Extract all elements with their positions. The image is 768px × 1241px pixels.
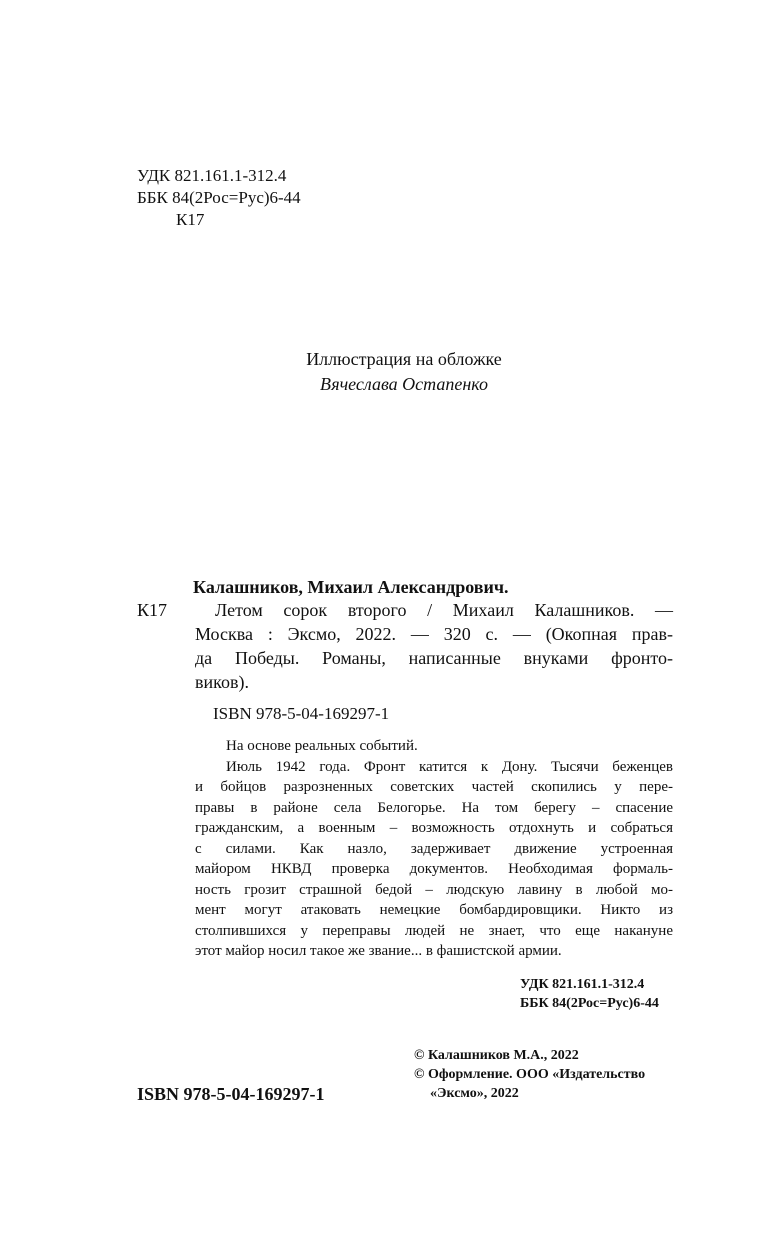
annotation-line: правы в районе села Белогорье. На том берегу – спасение (195, 799, 673, 816)
copyright-author: © Калашников М.А., 2022 (414, 1048, 579, 1063)
classification-codes (137, 165, 301, 231)
isbn-bibliographic: ISBN 978-5-04-169297-1 (213, 704, 390, 723)
illustration-credit (0, 347, 768, 397)
annotation-line: с силами. Как назло, задерживает движение устроенная (195, 840, 673, 857)
annotation-line: гражданским, а военным – возможность отдохнуть и собраться (195, 820, 673, 836)
annotation-line: ность грозит страшной бедой – людскую лавину в любой мо- (195, 881, 673, 898)
bibliographic-line: Летом сорок второго / Михаил Калашников. — (215, 600, 673, 620)
copyright-design-continued: «Эксмо», 2022 (430, 1086, 519, 1101)
udk-code: УДК 821.161.1-312.4 (520, 977, 645, 992)
bbk-code: ББК 84(2Рос=Рус)6-44 (520, 995, 659, 1011)
bbk-code: ББК 84(2Рос=Рус)6-44 (137, 188, 301, 207)
bibliographic-line: виков). (195, 672, 249, 692)
annotation-line: На основе реальных событий. (226, 738, 418, 754)
annotation-line: Июль 1942 года. Фронт катится к Дону. Тысячи беженцев (226, 758, 673, 775)
copyright-design: © Оформление. ООО «Издательство (414, 1067, 646, 1082)
bibliographic-author: Калашников, Михаил Александрович. (193, 577, 509, 597)
udk-code: УДК 821.161.1-312.4 (137, 166, 287, 185)
bibliographic-line: Москва : Эксмо, 2022. — 320 с. — (Окопная прав- (195, 624, 673, 644)
bibliographic-author-mark: К17 (137, 600, 168, 620)
annotation-line: и бойцов разрозненных советских частей скопились у пере- (195, 779, 673, 795)
annotation-line: мент могут атаковать немецкие бомбардировщики. Никто из (195, 902, 673, 918)
annotation-line: майором НКВД проверка документов. Необходимая формаль- (195, 861, 673, 877)
bibliographic-description (195, 598, 673, 694)
author-mark: К17 (176, 210, 205, 229)
copyright-block (414, 1046, 645, 1103)
annotation-line: столпившихся у переправы людей не знает, что еще накануне (195, 922, 673, 939)
annotation (195, 736, 673, 962)
classification-codes-right (520, 976, 659, 1013)
isbn-footer: ISBN 978-5-04-169297-1 (137, 1084, 325, 1104)
illustration-caption: Иллюстрация на обложке (306, 349, 502, 369)
bibliographic-line: да Победы. Романы, написанные внуками фронто- (195, 648, 673, 668)
annotation-line: этот майор носил такое же звание... в фашистской армии. (195, 943, 562, 959)
illustration-artist: Вячеслава Остапенко (319, 374, 489, 394)
